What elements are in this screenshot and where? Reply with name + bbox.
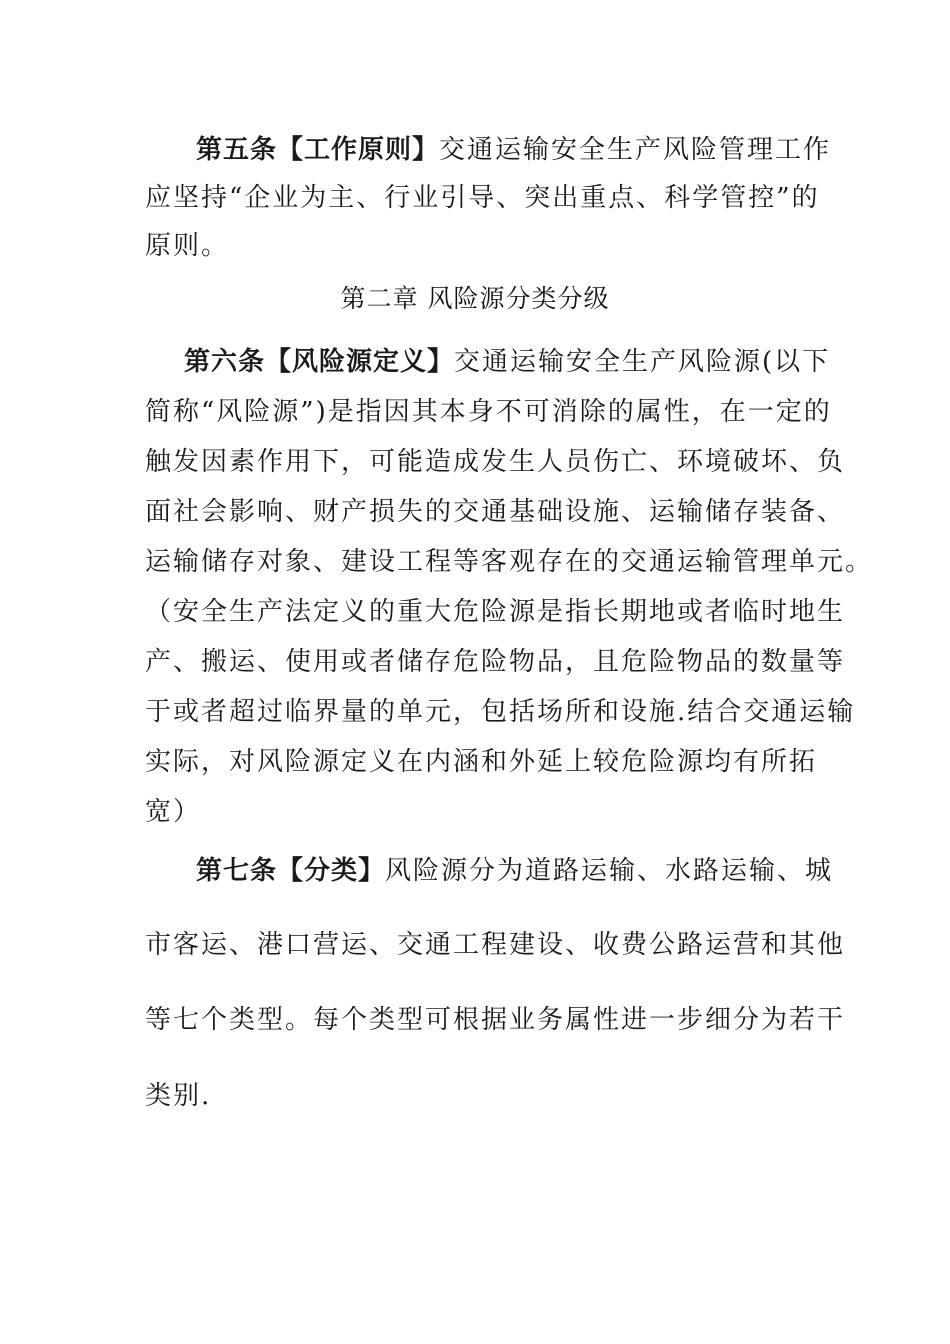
art6-line-10: 宽） bbox=[145, 797, 202, 827]
art7-line-2: 市客运、港口营运、交通工程建设、收费公路运营和其他 bbox=[145, 930, 846, 960]
art5-line-2: 应坚持“企业为主、行业引导、突出重点、科学管控”的 bbox=[145, 183, 820, 213]
art6-line-8: 于或者超过临界量的单元，包括场所和设施.结合交通运输 bbox=[145, 697, 856, 727]
art6-line-6: （安全生产法定义的重大危险源是指长期地或者临时地生 bbox=[145, 597, 846, 627]
art7-line-3: 等七个类型。每个类型可根据业务属性进一步细分为若干 bbox=[145, 1005, 846, 1035]
art6-line-1 bbox=[184, 345, 831, 379]
art5-line-1 bbox=[196, 133, 832, 167]
art6-line-5: 运输储存对象、建设工程等客观存在的交通运输管理单元。 bbox=[145, 547, 874, 577]
art5-text-1: 交通运输安全生产风险管理工作 bbox=[439, 135, 832, 165]
art6-line-4: 面社会影响、财产损失的交通基础设施、运输储存装备、 bbox=[145, 497, 846, 527]
art6-line-9: 实际，对风险源定义在内涵和外延上较危险源均有所拓 bbox=[145, 747, 818, 777]
art6-line-7: 产、搬运、使用或者储存危险物品，且危险物品的数量等 bbox=[145, 647, 846, 677]
chapter-title: 第二章 风险源分类分级 bbox=[340, 284, 610, 313]
art7-text-1: 风险源分为道路运输、水路运输、城 bbox=[385, 856, 834, 886]
art6-line-2: 简称“风险源”)是指因其本身不可消除的属性，在一定的 bbox=[145, 397, 832, 427]
art5-heading: 第五条【工作原则】 bbox=[196, 135, 440, 165]
art7-line-1 bbox=[196, 854, 834, 888]
art6-line-3: 触发因素作用下，可能造成发生人员伤亡、环境破坏、负 bbox=[145, 447, 846, 477]
art7-line-4: 类别. bbox=[145, 1081, 212, 1111]
art6-heading: 第六条【风险源定义】 bbox=[184, 347, 455, 377]
art5-line-3: 原则。 bbox=[145, 231, 230, 261]
art7-heading: 第七条【分类】 bbox=[196, 856, 386, 886]
art6-text-1: 交通运输安全生产风险源(以下 bbox=[454, 347, 831, 377]
